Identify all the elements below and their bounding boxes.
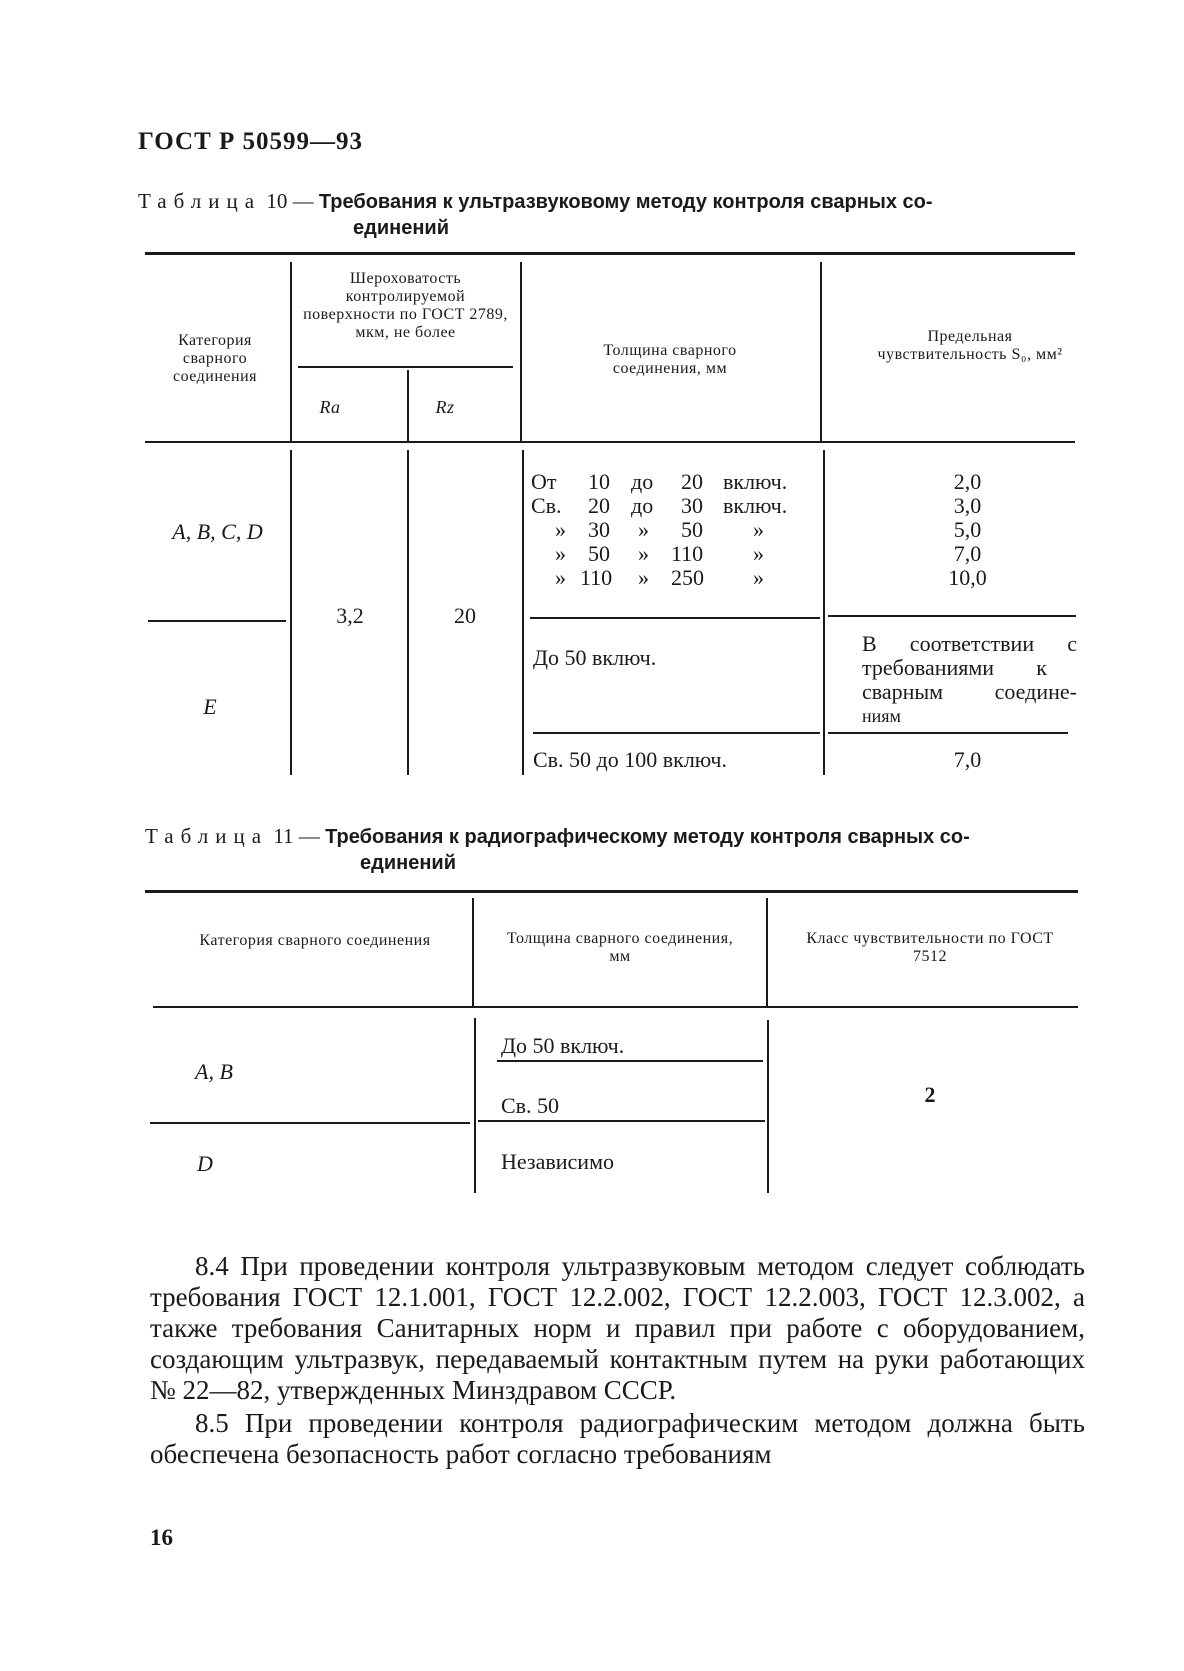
table11-top-rule xyxy=(145,890,1078,893)
table11-thickness-3: Независимо xyxy=(501,1149,614,1174)
table10-row-rule xyxy=(828,615,1076,617)
sensitivity-value: 2,0 xyxy=(953,469,982,494)
table11-row-rule xyxy=(150,1122,470,1124)
table10-row-rule xyxy=(828,732,1068,734)
table10-roughness-rule xyxy=(298,366,513,368)
body-text xyxy=(150,1251,1085,1470)
table10-thickness-ranges xyxy=(531,470,821,595)
table11-caption-word: Таблица xyxy=(145,824,269,848)
range-cell: » xyxy=(753,517,764,542)
table11-row-rule xyxy=(478,1120,765,1122)
table10-header-roughness: Шероховатость контролируемой поверхности по ГОСТ 2789, мкм, не более xyxy=(303,270,508,341)
table10-header-thickness: Толщина сварного соединения, мм xyxy=(603,342,737,377)
range-cell: включ. xyxy=(723,493,788,518)
table10-rz-value: 20 xyxy=(454,603,476,628)
range-cell: 250 xyxy=(671,565,704,590)
paragraph-8-4: 8.4 При проведении контроля ультразвуковым методом следует соблюдать требования ГОСТ 12.1.001, ГОСТ 12.2.002, ГОСТ 12.2.003, ГОСТ 12.3.002, а также требования Санитарных норм и правил при работе с оборудованием, создающим ультразвук, передаваемый контактным путем на руки работающих № 22—82, утвержденных Минздравом СССР. xyxy=(150,1251,1085,1405)
range-cell: Св. xyxy=(531,493,562,518)
table10-vline xyxy=(290,450,292,775)
table10-caption-continuation: единений xyxy=(353,217,449,239)
table10-header-category: Категория сварного соединения xyxy=(172,332,258,385)
sens-line: сварным соедине- xyxy=(862,679,1077,704)
table10-category-abcd: A, B, C, D xyxy=(172,519,263,544)
range-cell: » xyxy=(638,565,649,590)
table11-header-category: Категория сварного соединения xyxy=(199,932,431,949)
table10-ra-value: 3,2 xyxy=(336,603,364,628)
range-cell: 50 xyxy=(588,541,610,566)
table10-vline xyxy=(823,450,825,775)
table11-vline xyxy=(474,1018,476,1193)
table11-category-d: D xyxy=(197,1151,213,1176)
paragraph-8-5: 8.5 При проведении контроля радиографическим методом должна быть обеспечена безопасность работ согласно требованиям xyxy=(150,1408,1085,1469)
table10-e-thin-sensitivity xyxy=(862,632,1077,728)
range-cell: » xyxy=(638,517,649,542)
range-cell: » xyxy=(555,565,566,590)
table10-e-thick-sensitivity: 7,0 xyxy=(953,747,982,772)
table11-vline xyxy=(766,898,768,1006)
table10-caption-word: Таблица xyxy=(138,189,262,213)
range-cell: » xyxy=(753,565,764,590)
table11-caption-number: 11 — xyxy=(273,824,320,848)
table10-vline xyxy=(520,262,522,442)
document-header: ГОСТ Р 50599—93 xyxy=(138,128,364,155)
range-cell: 20 xyxy=(681,469,703,494)
table10-header-sensitivity: Предельная чувствительность S₀, мм² xyxy=(877,328,1063,363)
range-cell: » xyxy=(555,541,566,566)
table10-vline xyxy=(290,262,292,442)
table11-header-class: Класс чувствительности по ГОСТ 7512 xyxy=(806,930,1054,965)
sens-line: В соответствии с xyxy=(862,631,1077,656)
table11-vline xyxy=(472,898,474,1006)
table11-header-thickness: Толщина сварного соединения, мм xyxy=(506,930,734,965)
table10-vline xyxy=(407,370,409,442)
table10-category-e: E xyxy=(203,694,217,719)
table10-vline xyxy=(820,262,822,442)
table11-thickness-1: До 50 включ. xyxy=(501,1033,625,1058)
sens-line: ниям xyxy=(862,706,901,726)
table11-row-rule xyxy=(497,1060,763,1062)
table10-vline xyxy=(407,450,409,775)
table10-row-rule xyxy=(148,620,286,622)
range-cell: 50 xyxy=(681,517,703,542)
table10-e-thick-thickness: Св. 50 до 100 включ. xyxy=(533,747,727,772)
table11-caption xyxy=(145,823,1085,876)
range-cell: » xyxy=(555,517,566,542)
range-cell: 30 xyxy=(588,517,610,542)
table10-header-rz: Rz xyxy=(435,397,455,417)
table10-caption-number: 10 — xyxy=(266,189,314,213)
table10-header-ra: Ra xyxy=(319,397,341,417)
sensitivity-value: 3,0 xyxy=(953,493,982,518)
sensitivity-value: 7,0 xyxy=(953,541,982,566)
table11-header-rule xyxy=(153,1006,1078,1008)
sens-line: требованиями к xyxy=(862,655,1047,680)
range-cell: 20 xyxy=(588,493,610,518)
range-cell: 10 xyxy=(588,469,610,494)
table10-sensitivity-values xyxy=(900,470,1035,590)
table11-vline xyxy=(767,1020,769,1193)
range-cell: 110 xyxy=(671,541,704,566)
table11-caption-continuation: единений xyxy=(360,852,456,874)
range-cell: » xyxy=(753,541,764,566)
table10-top-rule xyxy=(145,252,1075,255)
table11-caption-title: Требования к радиографическому методу контроля сварных со- xyxy=(325,826,970,848)
range-cell: » xyxy=(638,541,649,566)
range-cell: до xyxy=(631,493,654,518)
table10-header-rule xyxy=(145,441,1075,443)
table11-category-ab: A, B xyxy=(195,1059,233,1084)
sensitivity-value: 5,0 xyxy=(953,517,982,542)
table11-thickness-2: Св. 50 xyxy=(501,1093,560,1118)
table10-vline xyxy=(522,450,524,775)
table11-class-value: 2 xyxy=(924,1082,936,1107)
table10-caption-title: Требования к ультразвуковому методу контроля сварных со- xyxy=(318,191,933,213)
range-cell: 30 xyxy=(681,493,703,518)
table10-row-rule xyxy=(530,617,820,619)
range-cell: От xyxy=(531,469,557,494)
range-cell: включ. xyxy=(723,469,788,494)
sensitivity-value: 10,0 xyxy=(948,565,987,590)
table10-e-thin-thickness: До 50 включ. xyxy=(533,645,657,670)
page-number: 16 xyxy=(150,1525,173,1550)
range-cell: 110 xyxy=(580,565,613,590)
table10-row-rule xyxy=(533,732,820,734)
table10-caption xyxy=(138,188,1078,241)
range-cell: до xyxy=(631,469,654,494)
